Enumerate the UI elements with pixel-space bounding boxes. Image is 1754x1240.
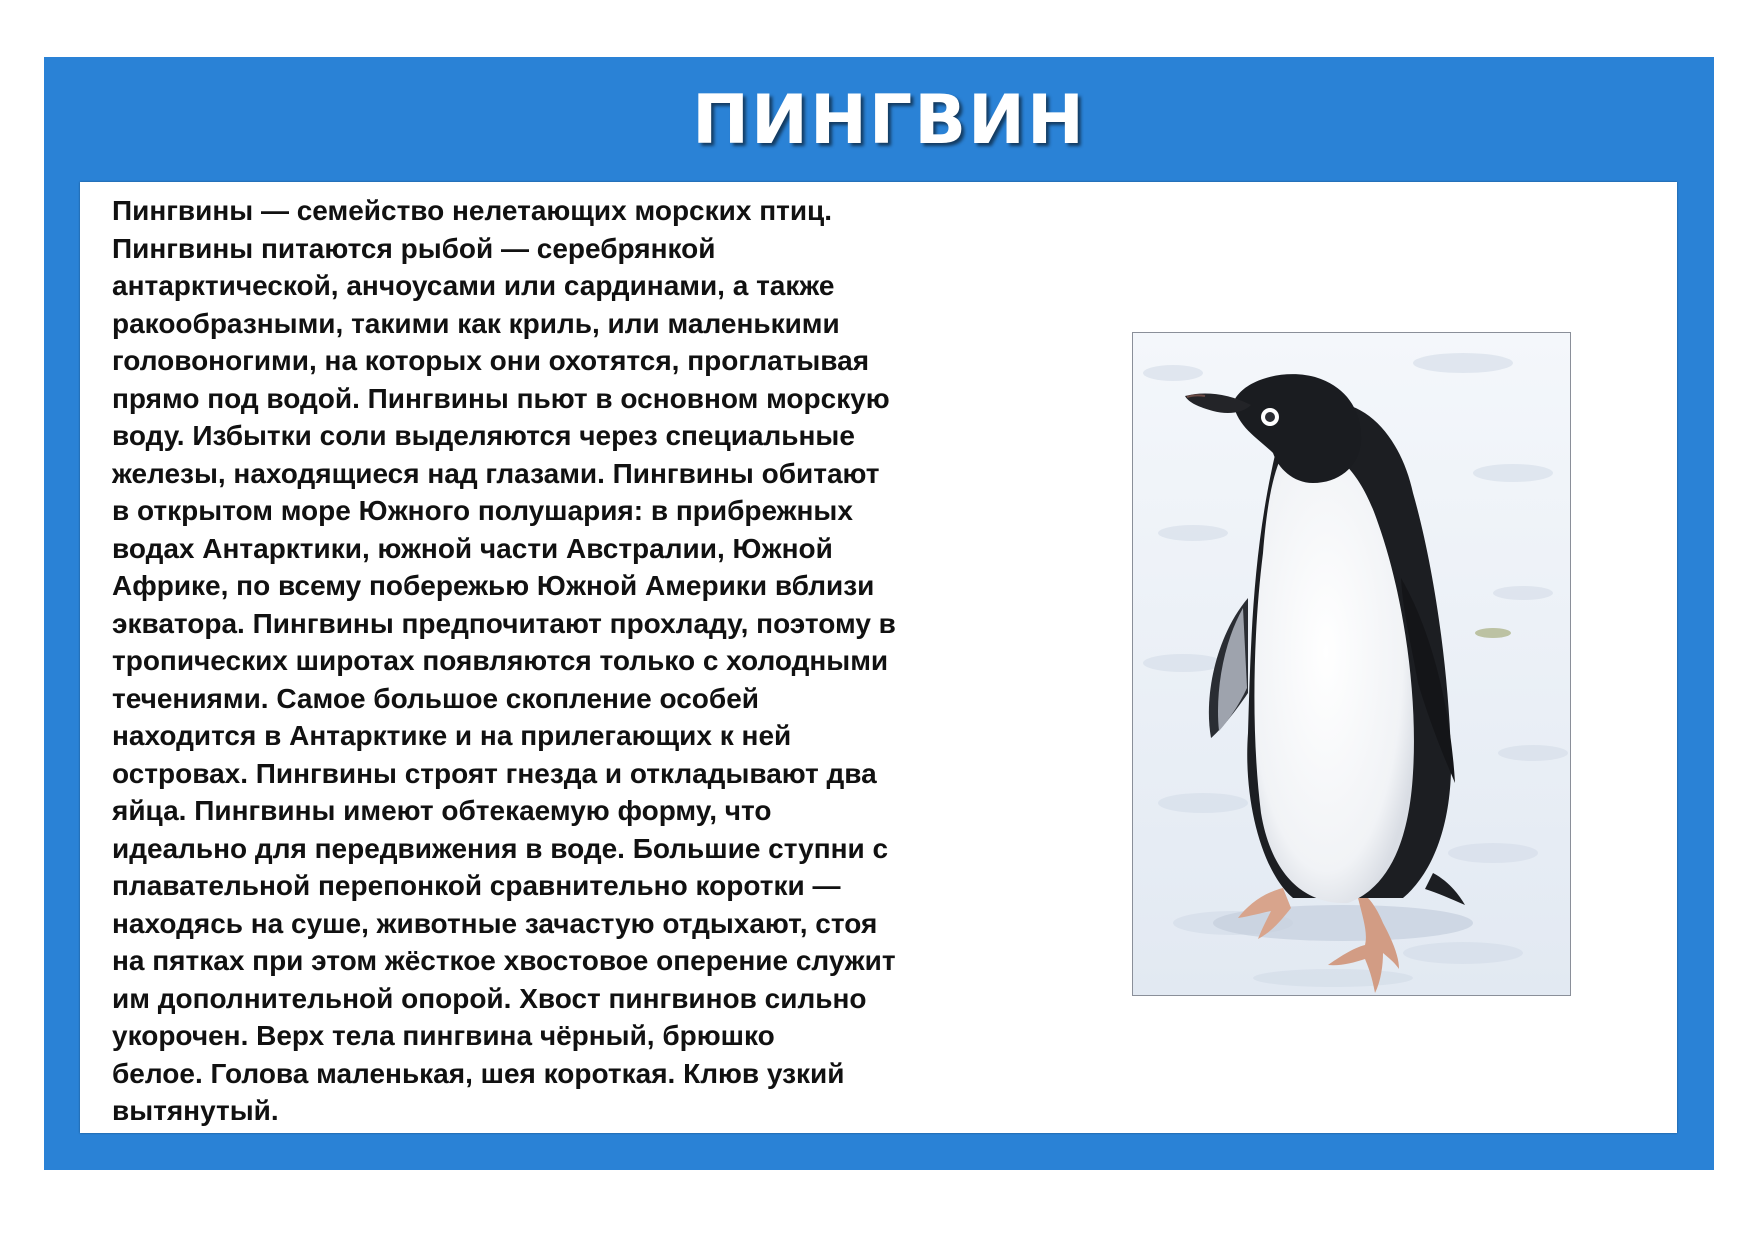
penguin-illustration — [1133, 333, 1570, 995]
blue-frame — [44, 57, 1714, 1170]
content-panel — [80, 182, 1677, 1133]
page-title: ПИНГВИН — [692, 81, 1086, 160]
snow-moss — [1475, 628, 1511, 638]
penguin-pupil — [1265, 412, 1275, 422]
description-text: Пингвины — семейство нелетающих морских птиц. Пингвины питаются рыбой — серебрянкой антарктической, анчоусами или сардинами, а также ракообразными, такими как криль, или маленькими головоногими, на которых они охотятся, проглатывая прямо под водой. Пингвины пьют в основном морскую воду. Избытки соли выделяются через специальные железы, находящиеся над глазами. Пингвины обитают в открытом море Южного полушария: в прибрежных водах Антарктики, южной части Австралии, Южной Африке, по всему побережью Южной Америки вблизи экватора. Пингвины предпочитают прохладу, поэтому в тропических широтах появляются только с холодными течениями. Самое большое скопление особей находится в Антарктике и на прилегающих к ней островах. Пингвины строят гнезда и откладывают два яйца. Пингвины имеют обтекаемую форму, что идеально для передвижения в воде. Большие ступни с плавательной перепонкой сравнительно коротки — находясь на суше, животные зачастую отдыхают, стоя на пятках при этом жёсткое хвостовое оперение служит им дополнительной опорой. Хвост пингвинов сильно укорочен. Верх тела пингвина чёрный, брюшко белое. Голова маленькая, шея короткая. Клюв узкий вытянутый. — [112, 195, 896, 1126]
penguin-photo — [1132, 332, 1571, 996]
